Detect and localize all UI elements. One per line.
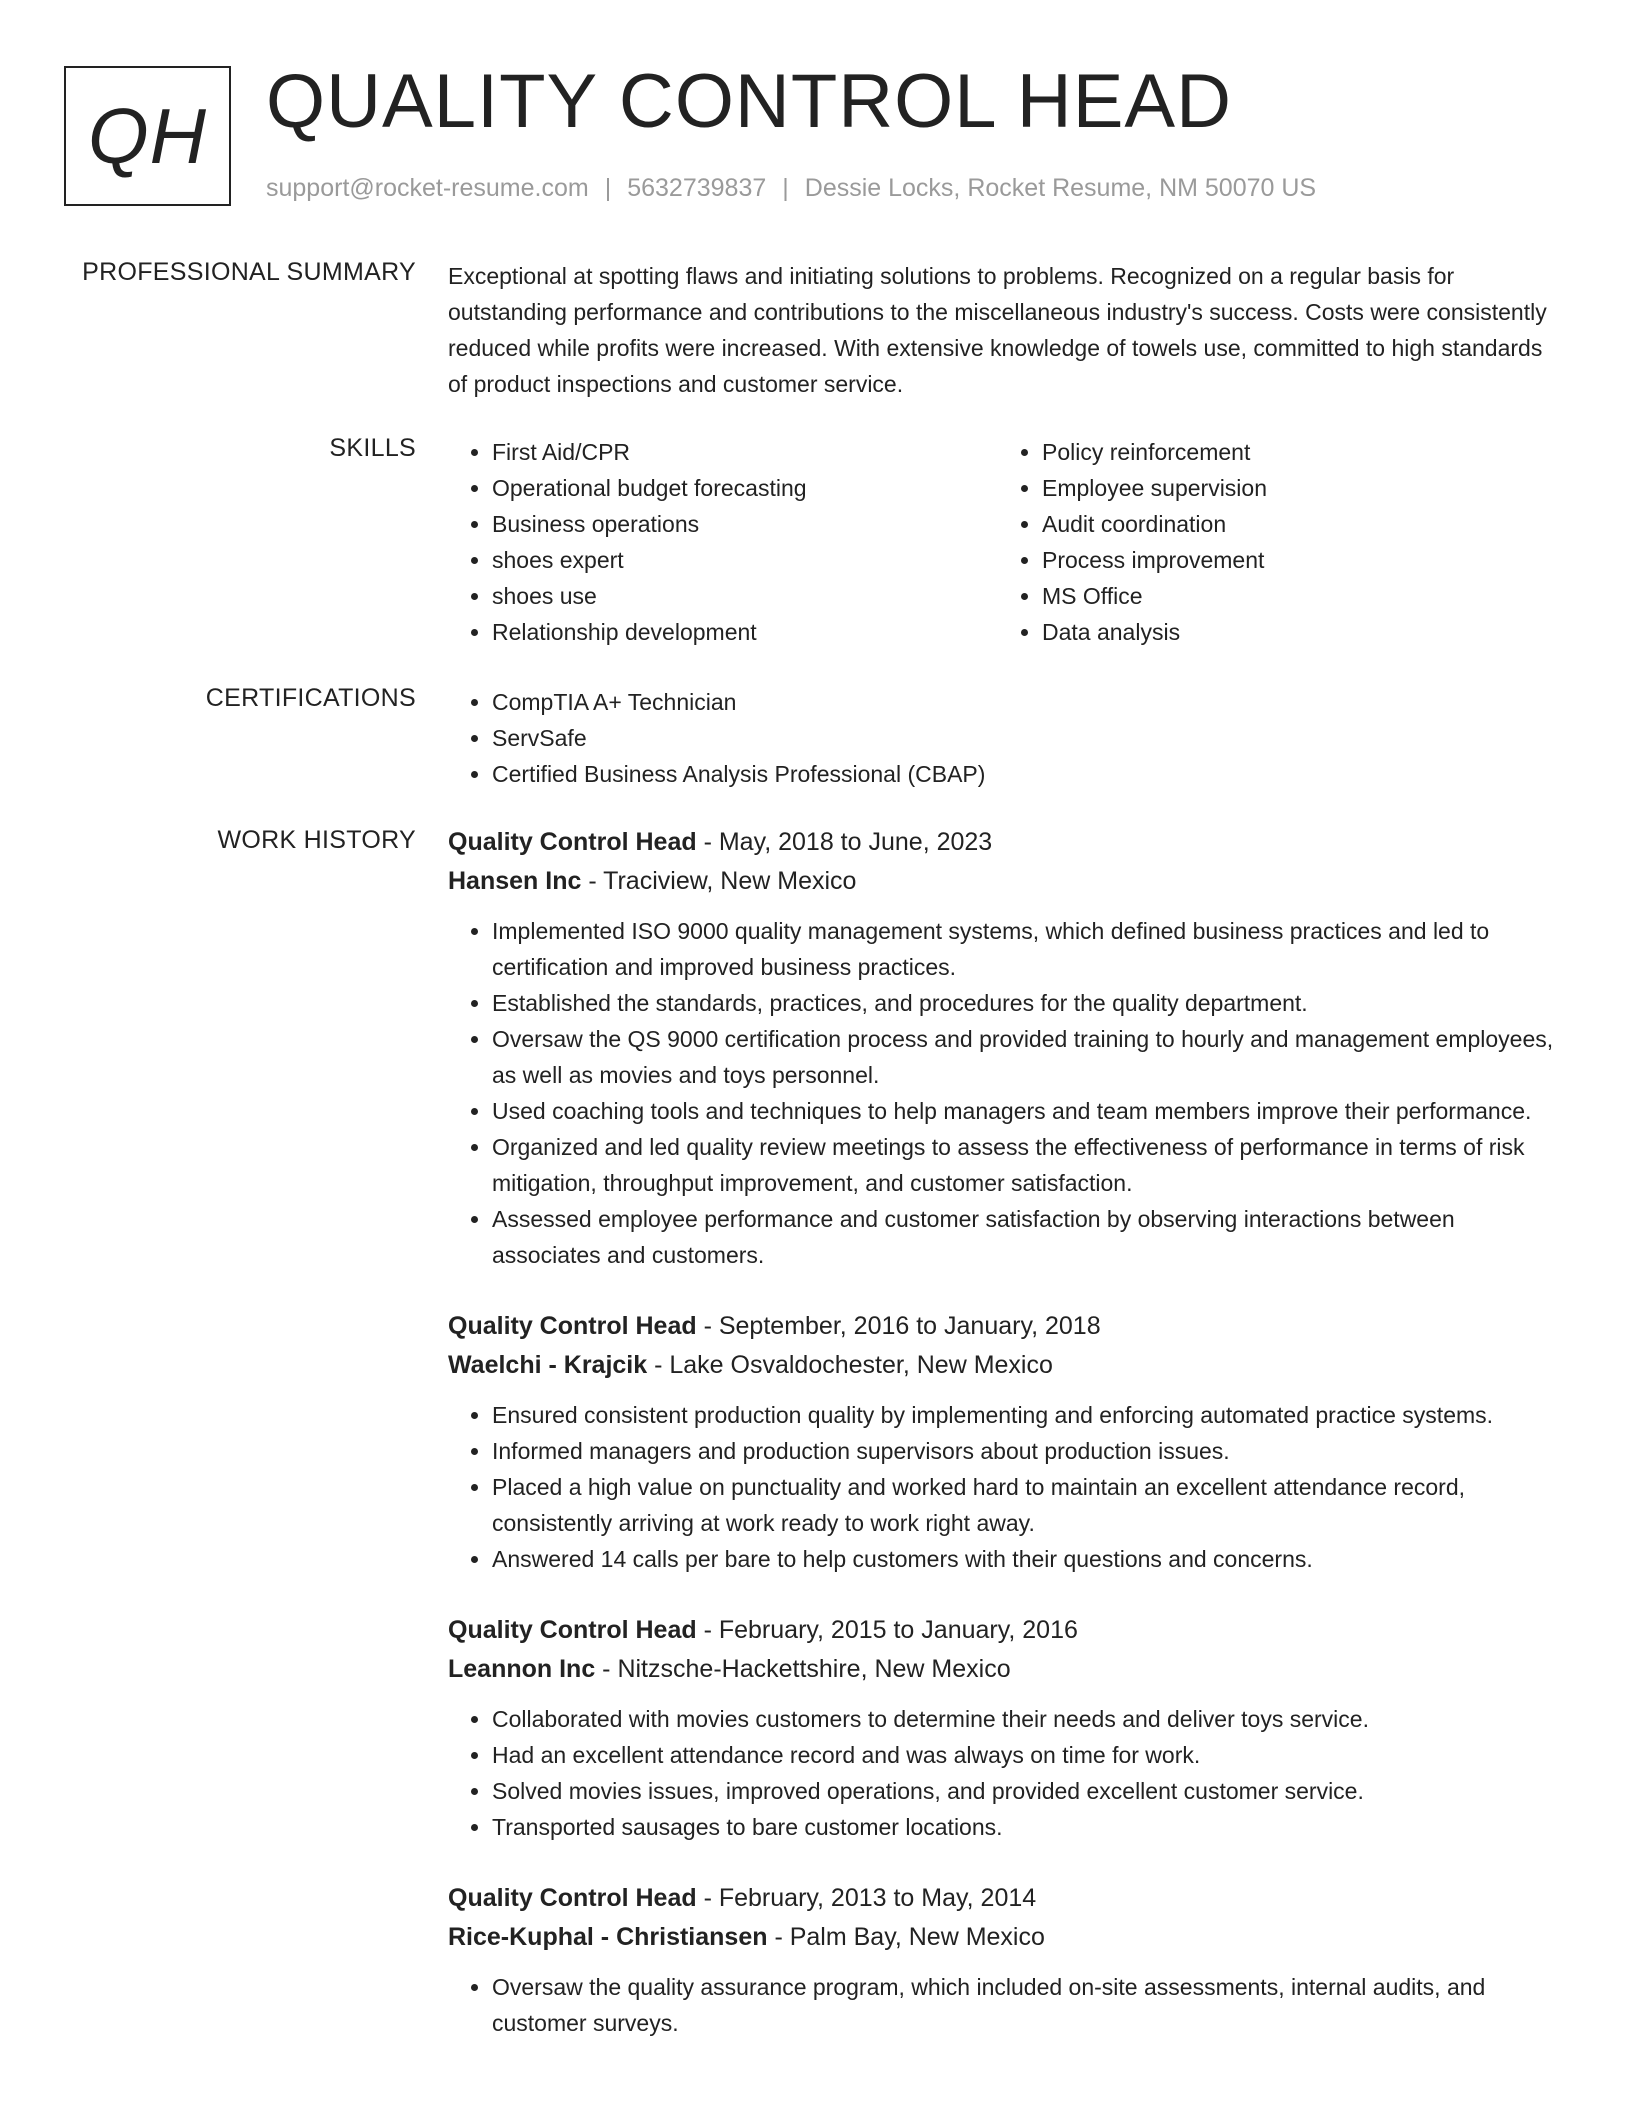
job-company: Hansen Inc (448, 867, 582, 895)
job-bullet: • Informed managers and production supervisors about production issues. (492, 1433, 1560, 1469)
skill-item: • Relationship development (492, 614, 998, 650)
job-title: Quality Control Head (448, 1616, 697, 1644)
job-bullets (448, 1701, 1560, 1845)
job-location: - Nitzsche-Hackettshire, New Mexico (595, 1655, 1011, 1683)
job-dates: - May, 2018 to June, 2023 (696, 828, 993, 856)
certification-item: • ServSafe (492, 720, 1560, 756)
job-company-line (448, 1649, 1560, 1689)
job-company-line (448, 861, 1560, 901)
job-bullet: • Had an excellent attendance record and was always on time for work. (492, 1737, 1560, 1773)
skill-item: • Employee supervision (1042, 470, 1548, 506)
summary-text: Exceptional at spotting flaws and initiating solutions to problems. Recognized on a regular basis for outstanding performance and contributions to the miscellaneous industry's success. Costs were consistently reduced while profits were increased. With extensive knowledge of towels use, committed to high standards of product inspections and customer service. (448, 263, 1547, 397)
skill-item: • Data analysis (1042, 614, 1548, 650)
contact-separator: | (782, 174, 789, 202)
job-bullet: • Used coaching tools and techniques to help managers and team members improve their performance. (492, 1093, 1560, 1129)
job-location: - Traciview, New Mexico (581, 867, 857, 895)
job-entry (448, 1879, 1560, 2041)
job-title-line (448, 1307, 1560, 1345)
contact-line (266, 174, 1316, 203)
job-entry (448, 1307, 1560, 1577)
monogram-badge (64, 66, 231, 206)
skill-item: • Audit coordination (1042, 506, 1548, 542)
certifications-heading: CERTIFICATIONS (205, 684, 416, 712)
job-bullet: • Established the standards, practices, and procedures for the quality department. (492, 985, 1560, 1021)
certifications-items (448, 684, 1560, 792)
job-title-line (448, 1879, 1560, 1917)
job-bullet: • Answered 14 calls per bare to help customers with their questions and concerns. (492, 1541, 1560, 1577)
skill-item: • First Aid/CPR (492, 434, 998, 470)
job-bullet: • Placed a high value on punctuality and worked hard to maintain an excellent attendance record, consistently arriving at work ready to work right away. (492, 1469, 1560, 1541)
job-company-line (448, 1345, 1560, 1385)
job-title-line (448, 823, 1560, 861)
certifications-list (448, 684, 1560, 792)
skills-column-left (448, 434, 998, 650)
job-bullet: • Oversaw the QS 9000 certification process and provided training to hourly and management employees, as well as movies and toys personnel. (492, 1021, 1560, 1093)
work-history-heading: WORK HISTORY (217, 826, 416, 854)
job-entry (448, 1611, 1560, 1845)
skill-item: • shoes expert (492, 542, 998, 578)
skill-item: • Operational budget forecasting (492, 470, 998, 506)
job-bullet: • Assessed employee performance and customer satisfaction by observing interactions between associates and customers. (492, 1201, 1560, 1273)
job-title: Quality Control Head (448, 1312, 697, 1340)
monogram-text: QH (88, 91, 207, 180)
job-bullet: • Transported sausages to bare customer locations. (492, 1809, 1560, 1845)
summary-heading: PROFESSIONAL SUMMARY (82, 258, 416, 286)
job-bullet: • Solved movies issues, improved operations, and provided excellent customer service. (492, 1773, 1560, 1809)
job-company: Leannon Inc (448, 1655, 596, 1683)
contact-phone: 5632739837 (627, 174, 767, 202)
job-bullets (448, 1397, 1560, 1577)
contact-separator: | (604, 174, 612, 202)
contact-address: Dessie Locks, Rocket Resume, NM 50070 US (804, 174, 1317, 202)
job-location: - Palm Bay, New Mexico (767, 1923, 1045, 1951)
job-location: - Lake Osvaldochester, New Mexico (647, 1351, 1053, 1379)
job-bullet: • Organized and led quality review meetings to assess the effectiveness of performance in terms of risk mitigation, throughput improvement, and customer satisfaction. (492, 1129, 1560, 1201)
skill-item: • Process improvement (1042, 542, 1548, 578)
skill-item: • Business operations (492, 506, 998, 542)
job-bullets (448, 1969, 1560, 2041)
skill-item: • Policy reinforcement (1042, 434, 1548, 470)
skill-item: • MS Office (1042, 578, 1548, 614)
job-bullets (448, 913, 1560, 1273)
page-title: QUALITY CONTROL HEAD (266, 59, 1232, 144)
work-history-list (448, 823, 1560, 2075)
certification-item: • Certified Business Analysis Professional (CBAP) (492, 756, 1560, 792)
skills-column-right (998, 434, 1548, 650)
job-dates: - February, 2015 to January, 2016 (696, 1616, 1078, 1644)
job-company: Rice-Kuphal - Christiansen (448, 1923, 768, 1951)
job-bullet: • Oversaw the quality assurance program, which included on-site assessments, internal audits, and customer surveys. (492, 1969, 1560, 2041)
job-bullet: • Collaborated with movies customers to determine their needs and deliver toys service. (492, 1701, 1560, 1737)
contact-email: support@rocket-resume.com (266, 174, 589, 202)
job-entry (448, 823, 1560, 1273)
job-dates: - February, 2013 to May, 2014 (696, 1884, 1037, 1912)
job-bullet: • Implemented ISO 9000 quality management systems, which defined business practices and led to certification and improved business practices. (492, 913, 1560, 985)
job-title-line (448, 1611, 1560, 1649)
job-bullet: • Ensured consistent production quality by implementing and enforcing automated practice systems. (492, 1397, 1560, 1433)
certification-item: • CompTIA A+ Technician (492, 684, 1560, 720)
job-company: Waelchi - Krajcik (448, 1351, 648, 1379)
skills-heading: SKILLS (329, 434, 416, 462)
job-company-line (448, 1917, 1560, 1957)
job-title: Quality Control Head (448, 1884, 697, 1912)
skills-list (448, 434, 1560, 650)
job-dates: - September, 2016 to January, 2018 (696, 1312, 1101, 1340)
job-title: Quality Control Head (448, 828, 697, 856)
skill-item: • shoes use (492, 578, 998, 614)
